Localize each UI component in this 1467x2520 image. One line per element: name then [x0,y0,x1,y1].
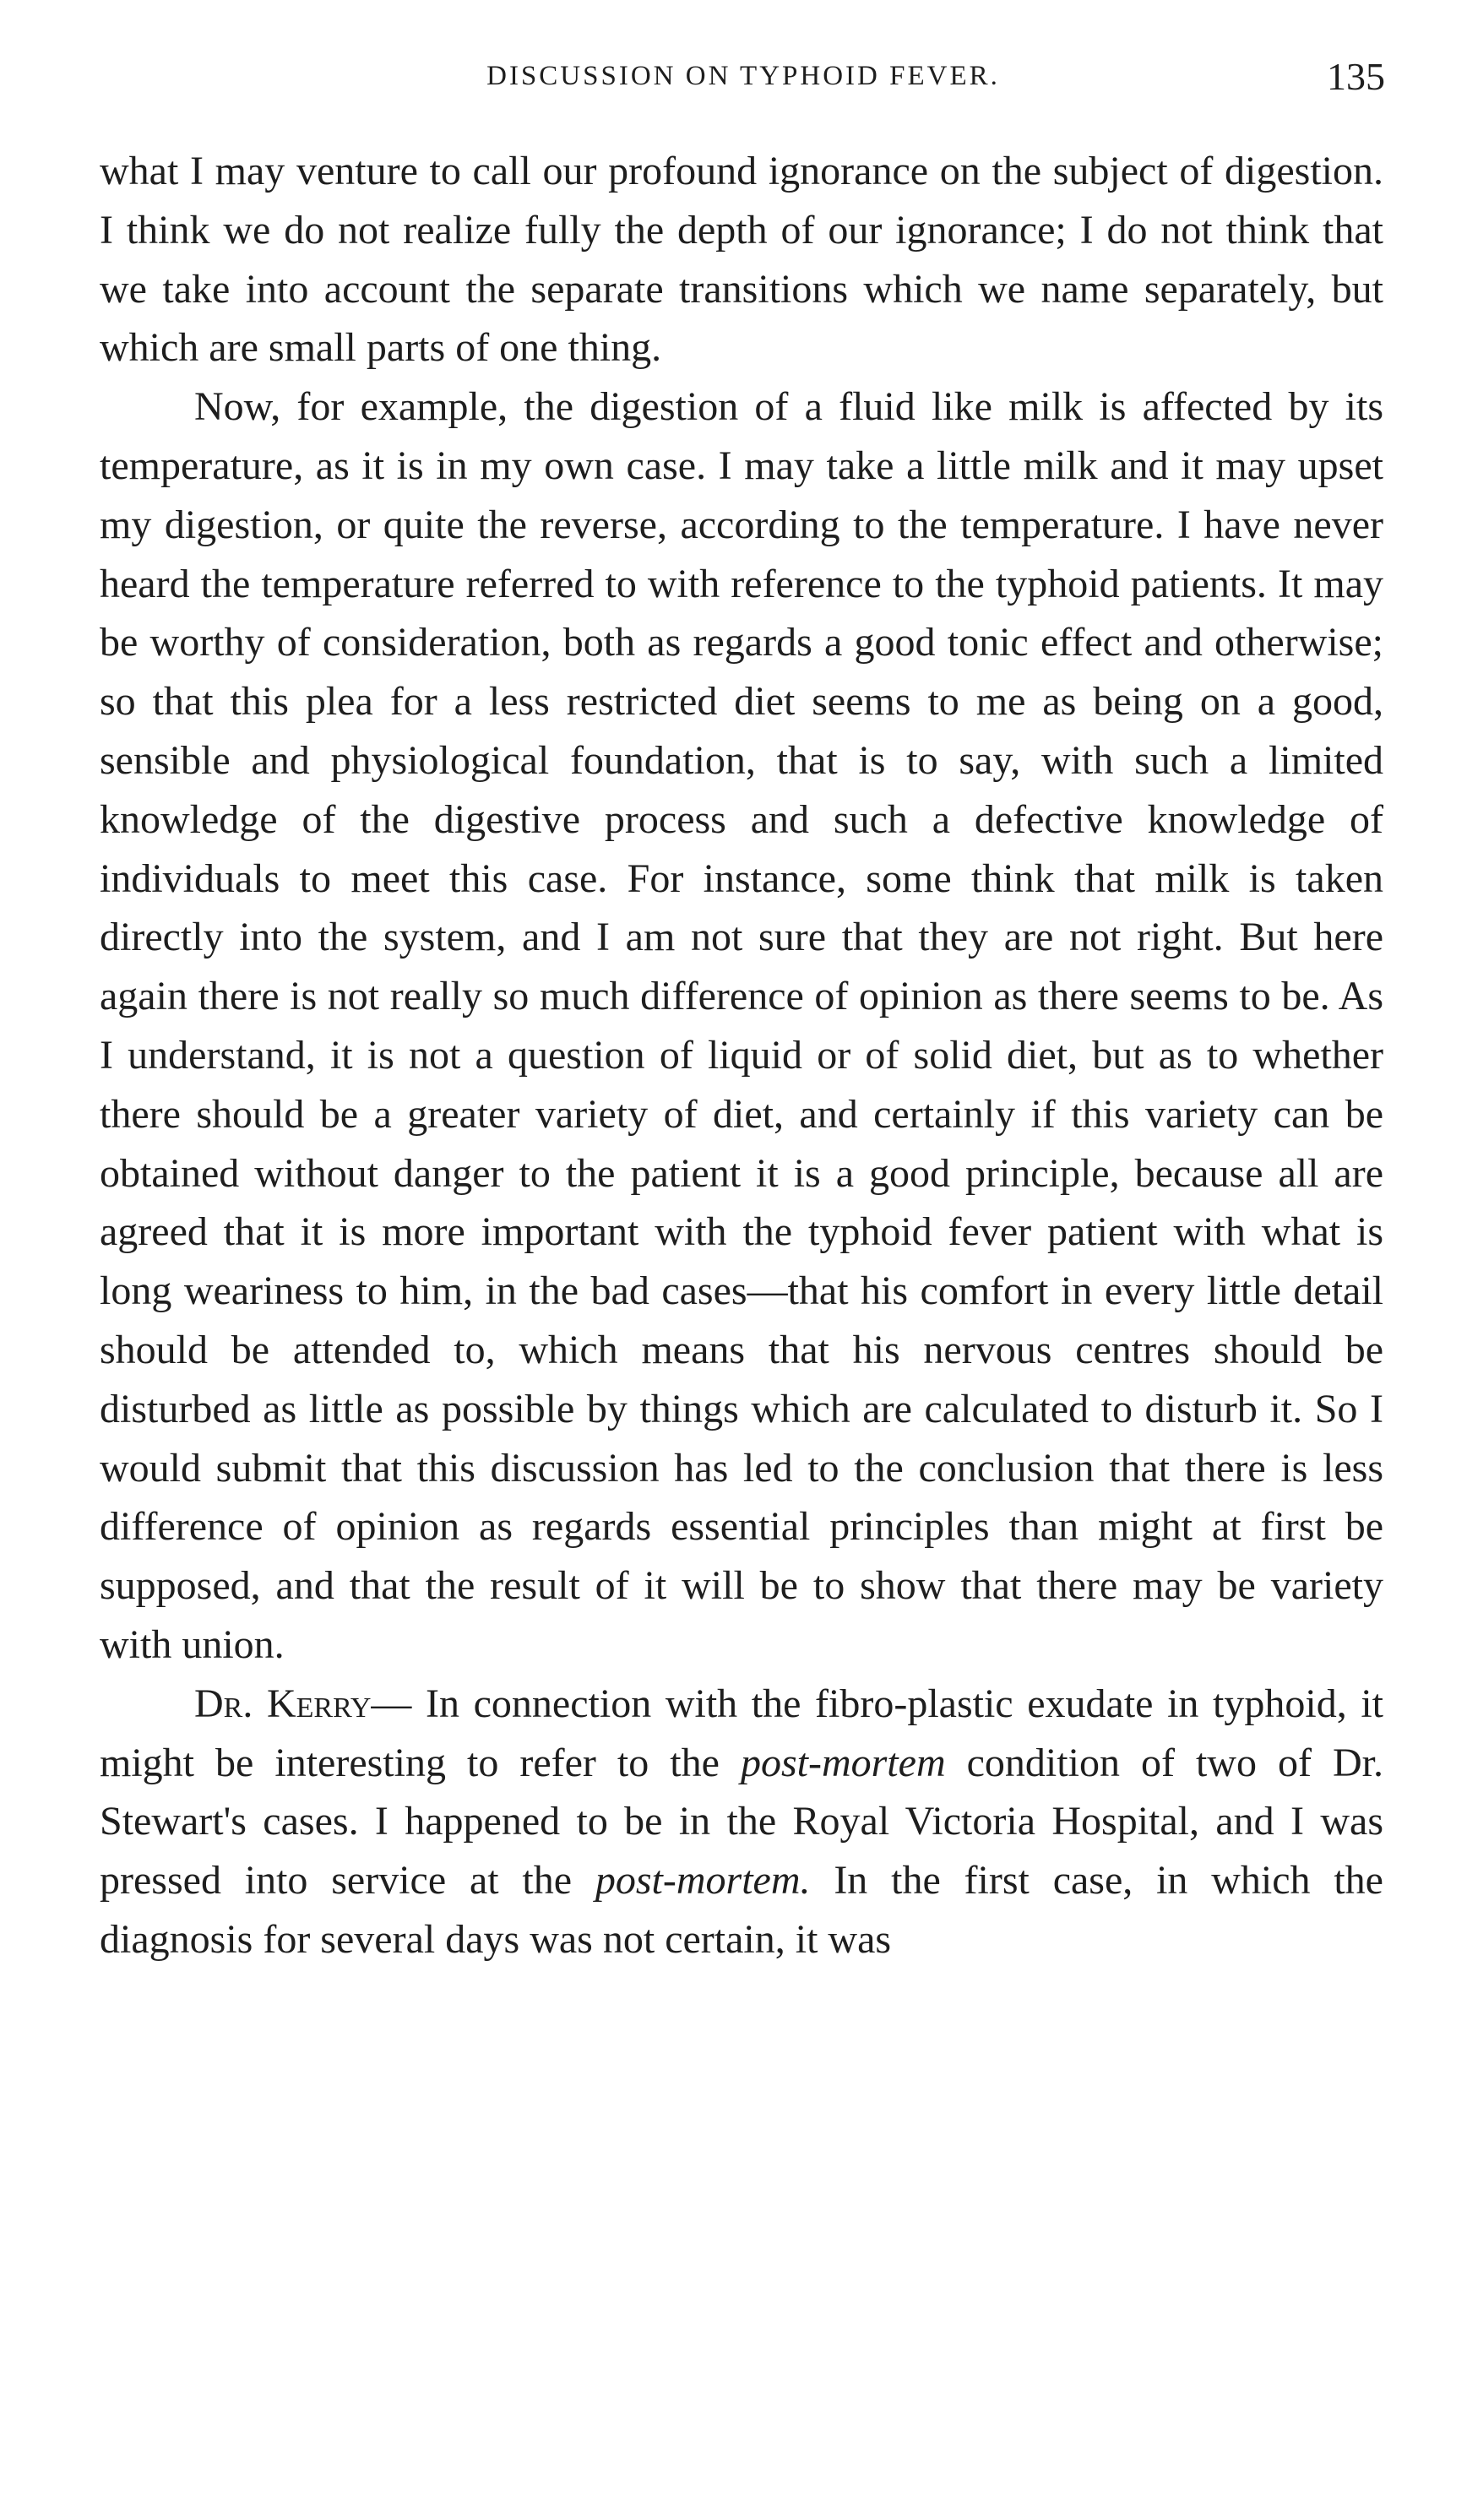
speaker-name: Dr. Kerry— [194,1681,412,1726]
italic-term: post-mortem [740,1740,946,1785]
paragraph-text: condition of two of Dr. Stewart's cases. I happened to be in the Royal Victoria Hospital, and I was pressed into service at the [100,1740,1383,1904]
paragraph-text: In connection with the fibro-plastic exudate in typhoid, it might be interesting to refer to the [100,1681,1383,1785]
paragraph [100,1675,1383,1969]
running-head: DISCUSSION ON TYPHOID FEVER. [486,61,1000,91]
page-header [101,52,1385,111]
page-number: 135 [1327,55,1385,98]
body-text [100,142,1383,1969]
paragraph-text: In the first case, in which the diagnosis for several days was not certain, it was [100,1858,1383,1962]
paragraph: what I may venture to call our profound ignorance on the subject of digestion. I think we do not realize fully the depth of our ignorance; I do not think that we take into account the separate transitions which we name separately, but which are small parts of one thing. [100,149,1383,371]
italic-term: post-mortem. [595,1858,811,1904]
paragraph: Now, for example, the digestion of a fluid like milk is affected by its temperature, as it is in my own case. I may take a little milk and it may upset my digestion, or quite the reverse, according to the temperature. I have never heard the temperature referred to with reference to the typhoid patients. It may be worthy of consideration, both as regards a good tonic effect and otherwise; so that this plea for a less restricted diet seems to me as being on a good, sensible and physiological foundation, that is to say, with such a limited knowledge of the digestive process and such a defective knowledge of individuals to meet this case. For instance, some think that milk is taken directly into the system, and I am not sure that they are not right. But here again there is not really so much difference of opinion as there seems to be. As I understand, it is not a question of liquid or of solid diet, but as to whether there should be a greater variety of diet, and certainly if this variety can be obtained without danger to the patient it is a good principle, because all are agreed that it is more important with the typhoid fever patient with what is long weariness to him, in the bad cases—that his comfort in every little detail should be attended to, which means that his nervous centres should be disturbed as little as possible by things which are calculated to disturb it. So I would submit that this discussion has led to the conclusion that there is less difference of opinion as regards essential principles than might at first be supposed, and that the result of it will be to show that there may be variety with union. [100,384,1383,1667]
